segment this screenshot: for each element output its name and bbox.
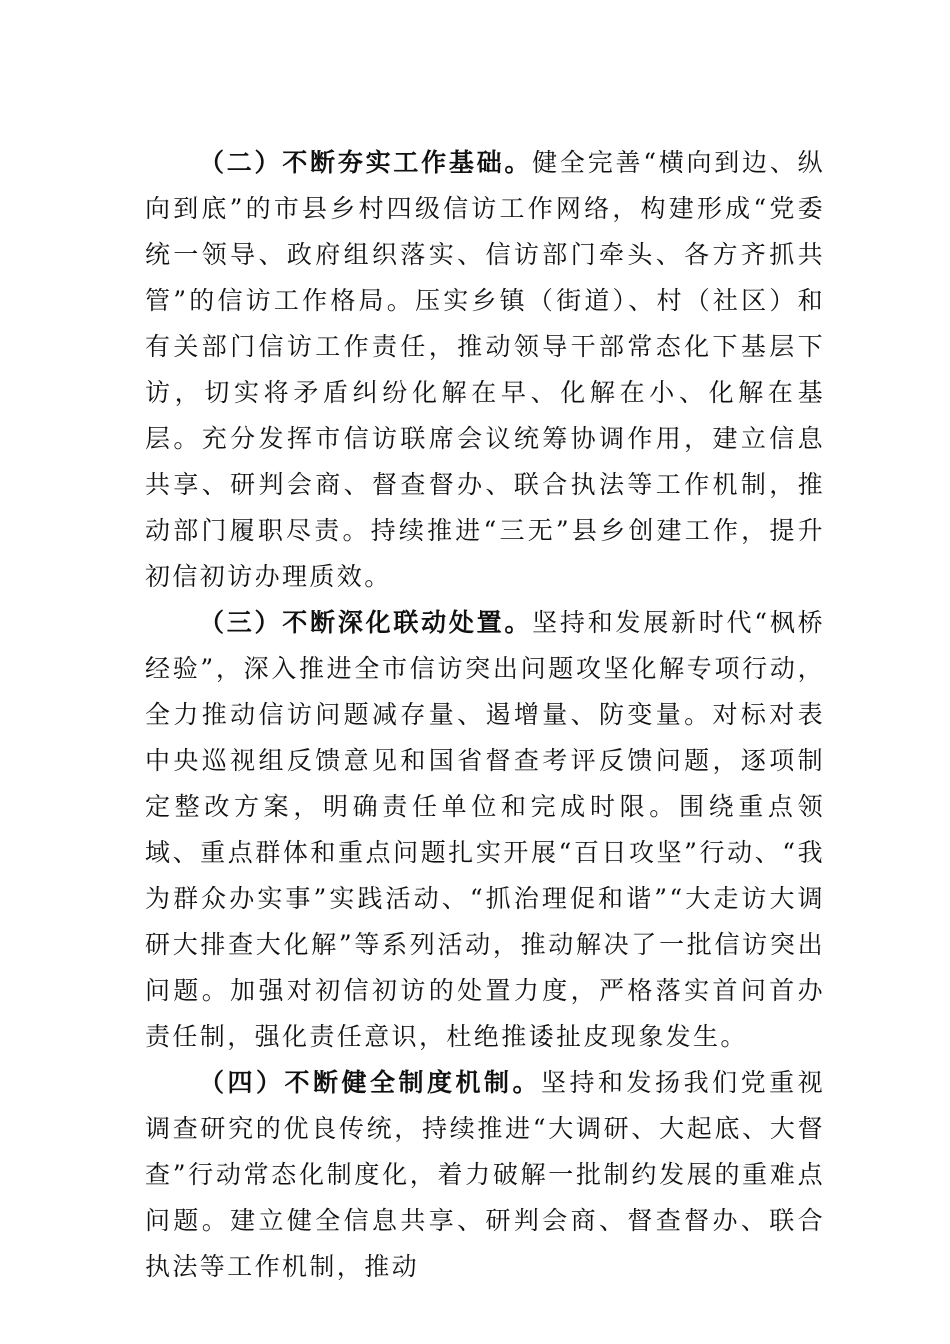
document-body — [145, 140, 825, 1290]
paragraph-3-text: 坚持和发展新时代“枫桥经验”，深入推进全市信访突出问题攻坚化解专项行动，全力推动信访问题减存量、遏增量、防变量。对标对表中央巡视组反馈意见和国省督查考评反馈问题，逐项制定整改方案，明确责任单位和完成时限。围绕重点领域、重点群体和重点问题扎实开展“百日攻坚”行动、“我为群众办实事”实践活动、“抓治理促和谐”“大走访大调研大排查大化解”等系列活动，推动解决了一批信访突出问题。加强对初信初访的处置力度，严格落实首问首办责任制，强化责任意识，杜绝推诿扯皮现象发生。 — [145, 608, 825, 1051]
paragraph-3-heading: （三）不断深化联动处置。 — [199, 608, 533, 637]
paragraph-4-text: 坚持和发扬我们党重视调查研究的优良传统，持续推进“大调研、大起底、大督查”行动常态化制度化，着力破解一批制约发展的重难点问题。建立健全信息共享、研判会商、督查督办、联合执法等工作机制，推动 — [145, 1068, 825, 1281]
paragraph-4-heading: （四）不断健全制度机制。 — [199, 1068, 542, 1097]
paragraph-2-text: 健全完善“横向到边、纵向到底”的市县乡村四级信访工作网络，构建形成“党委统一领导、政府组织落实、信访部门牵头、各方齐抓共管”的信访工作格局。压实乡镇（街道）、村（社区）和有关部门信访工作责任，推动领导干部常态化下基层下访，切实将矛盾纠纷化解在早、化解在小、化解在基层。充分发挥市信访联席会议统筹协调作用，建立信息共享、研判会商、督查督办、联合执法等工作机制，推动部门履职尽责。持续推进“三无”县乡创建工作，提升初信初访办理质效。 — [145, 148, 825, 591]
paragraph-3 — [145, 600, 825, 1060]
paragraph-2 — [145, 140, 825, 600]
paragraph-4 — [145, 1060, 825, 1290]
paragraph-2-heading: （二）不断夯实工作基础。 — [199, 148, 533, 177]
